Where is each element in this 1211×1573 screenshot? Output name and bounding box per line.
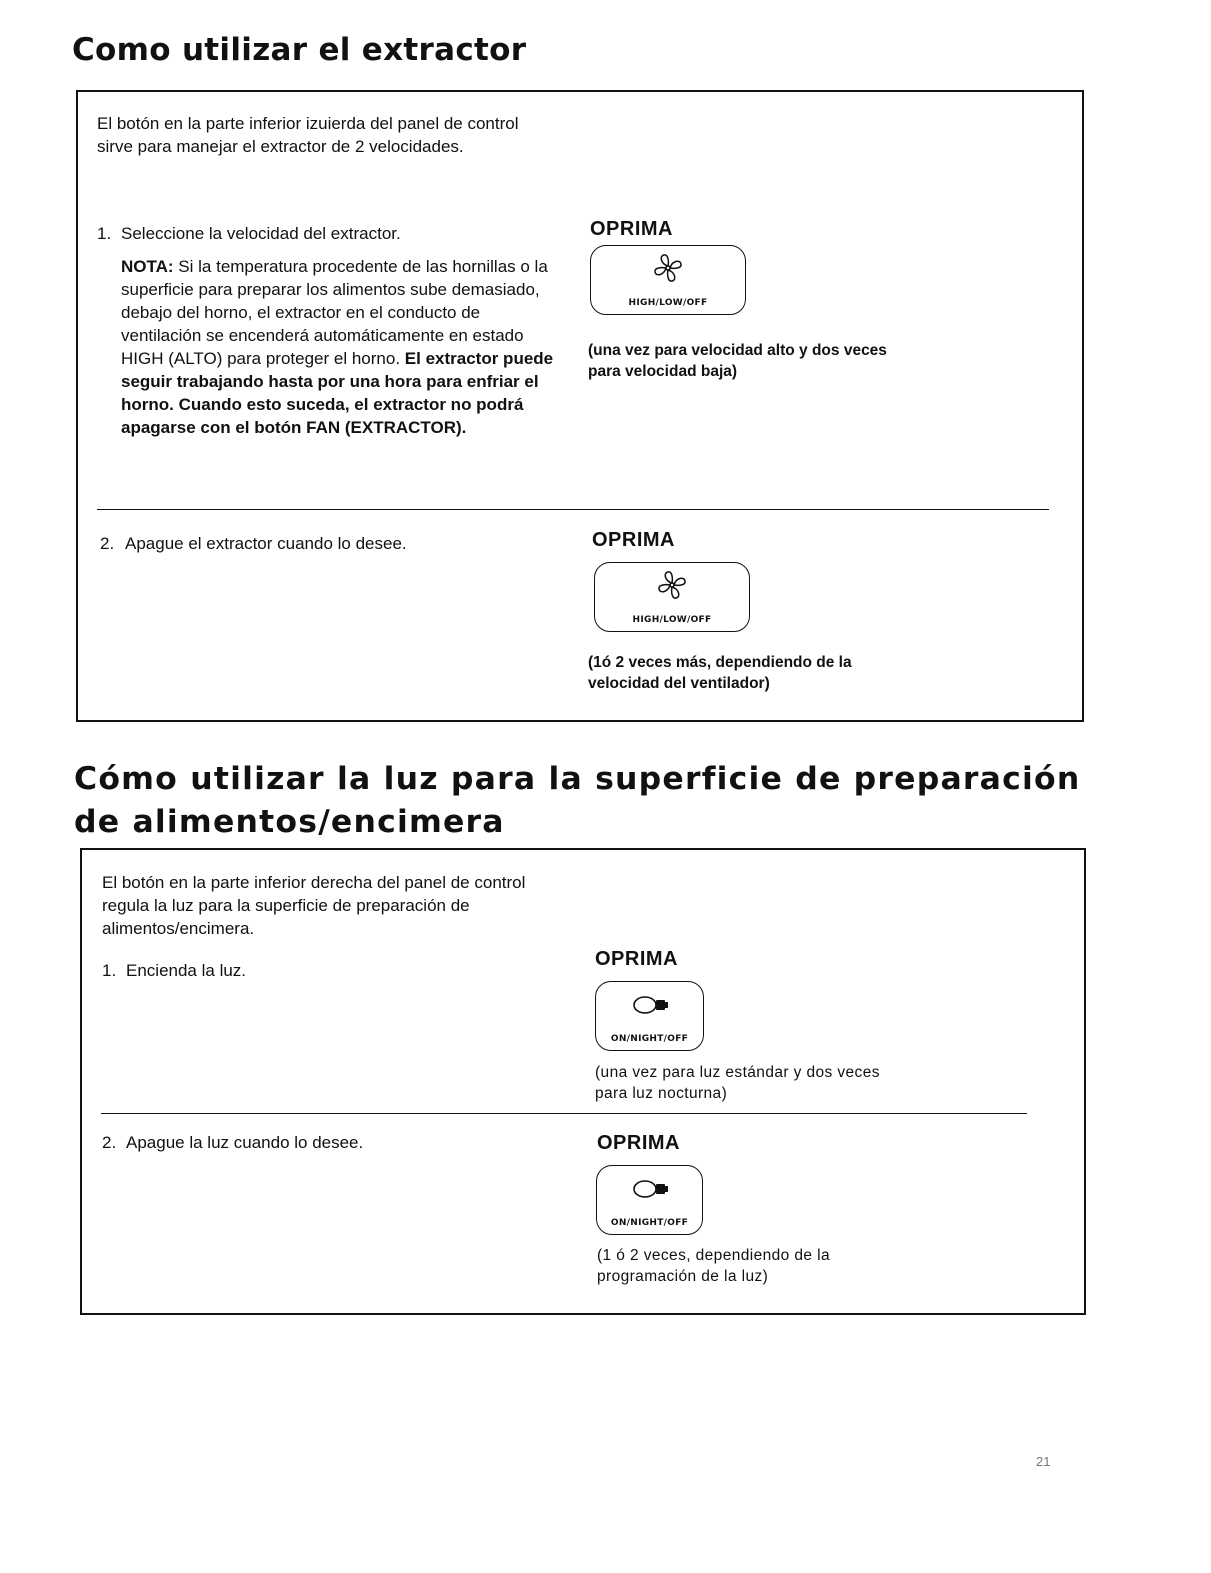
press-label: OPRIMA — [592, 529, 675, 551]
note-bold-text: El extractor puede seguir trabajando hasta por una hora para enfriar el horno. Cuando esto suceda, el extractor no podrá apagarse con el botón FAN (EXTRACTOR). — [121, 349, 554, 437]
step-number: 2. — [102, 1133, 117, 1152]
step-number: 1. — [97, 224, 112, 243]
press-label: OPRIMA — [590, 218, 673, 240]
step-text: Encienda la luz. — [126, 961, 247, 980]
light-bulb-icon — [630, 992, 670, 1018]
press-instruction: (1 ó 2 veces, dependiendo de la programación de la luz) — [597, 1247, 831, 1285]
section-title-line: de alimentos/encimera — [74, 804, 505, 840]
step-number: 1. — [102, 961, 117, 980]
fan-icon — [655, 569, 689, 601]
step-divider — [101, 1113, 1027, 1114]
light-intro: El botón en la parte inferior derecha del panel de control regula la luz para la superficie de preparación de alimentos/encimera. — [102, 873, 526, 938]
section-title-extractor: Como utilizar el extractor — [72, 32, 527, 68]
light-button-label: ON/NIGHT/OFF — [610, 1218, 689, 1228]
light-bulb-icon — [630, 1176, 670, 1202]
step-number: 2. — [100, 534, 115, 553]
extractor-note — [121, 255, 563, 439]
light-button[interactable] — [596, 1165, 703, 1235]
fan-button-label: HIGH/LOW/OFF — [632, 615, 712, 625]
step-text: Apague la luz cuando lo desee. — [126, 1133, 364, 1152]
fan-button-label: HIGH/LOW/OFF — [628, 298, 708, 308]
fan-icon — [651, 252, 685, 284]
page-number: 21 — [1036, 1454, 1051, 1469]
press-instruction: (una vez para velocidad alto y dos veces para velocidad baja) — [588, 342, 887, 380]
press-instruction: (una vez para luz estándar y dos veces para luz nocturna) — [595, 1064, 880, 1102]
step-text: Apague el extractor cuando lo desee. — [125, 534, 407, 553]
press-instruction: (1ó 2 veces más, dependiendo de la velocidad del ventilador) — [588, 654, 852, 692]
section-title-light — [74, 758, 1184, 844]
light-button[interactable] — [595, 981, 704, 1051]
note-label: NOTA: — [121, 257, 174, 276]
extractor-intro: El botón en la parte inferior izuierda del panel de control sirve para manejar el extractor de 2 velocidades. — [97, 114, 519, 156]
light-button-label: ON/NIGHT/OFF — [610, 1034, 689, 1044]
step-divider — [97, 509, 1049, 510]
press-label: OPRIMA — [597, 1132, 680, 1154]
press-label: OPRIMA — [595, 948, 678, 970]
section-title-line: Cómo utilizar la luz para la superficie de preparación — [74, 761, 1081, 797]
note-regular-text: Si la temperatura procedente de las hornillas o la superficie para preparar los alimentos sube demasiado, debajo del horno, el extractor en el conducto de ventilación se encenderá automáticamente en estado HIGH (ALTO) para proteger el horno. — [121, 257, 548, 368]
step-text: Seleccione la velocidad del extractor. — [121, 224, 401, 243]
fan-button[interactable] — [594, 562, 750, 632]
fan-button[interactable] — [590, 245, 746, 315]
